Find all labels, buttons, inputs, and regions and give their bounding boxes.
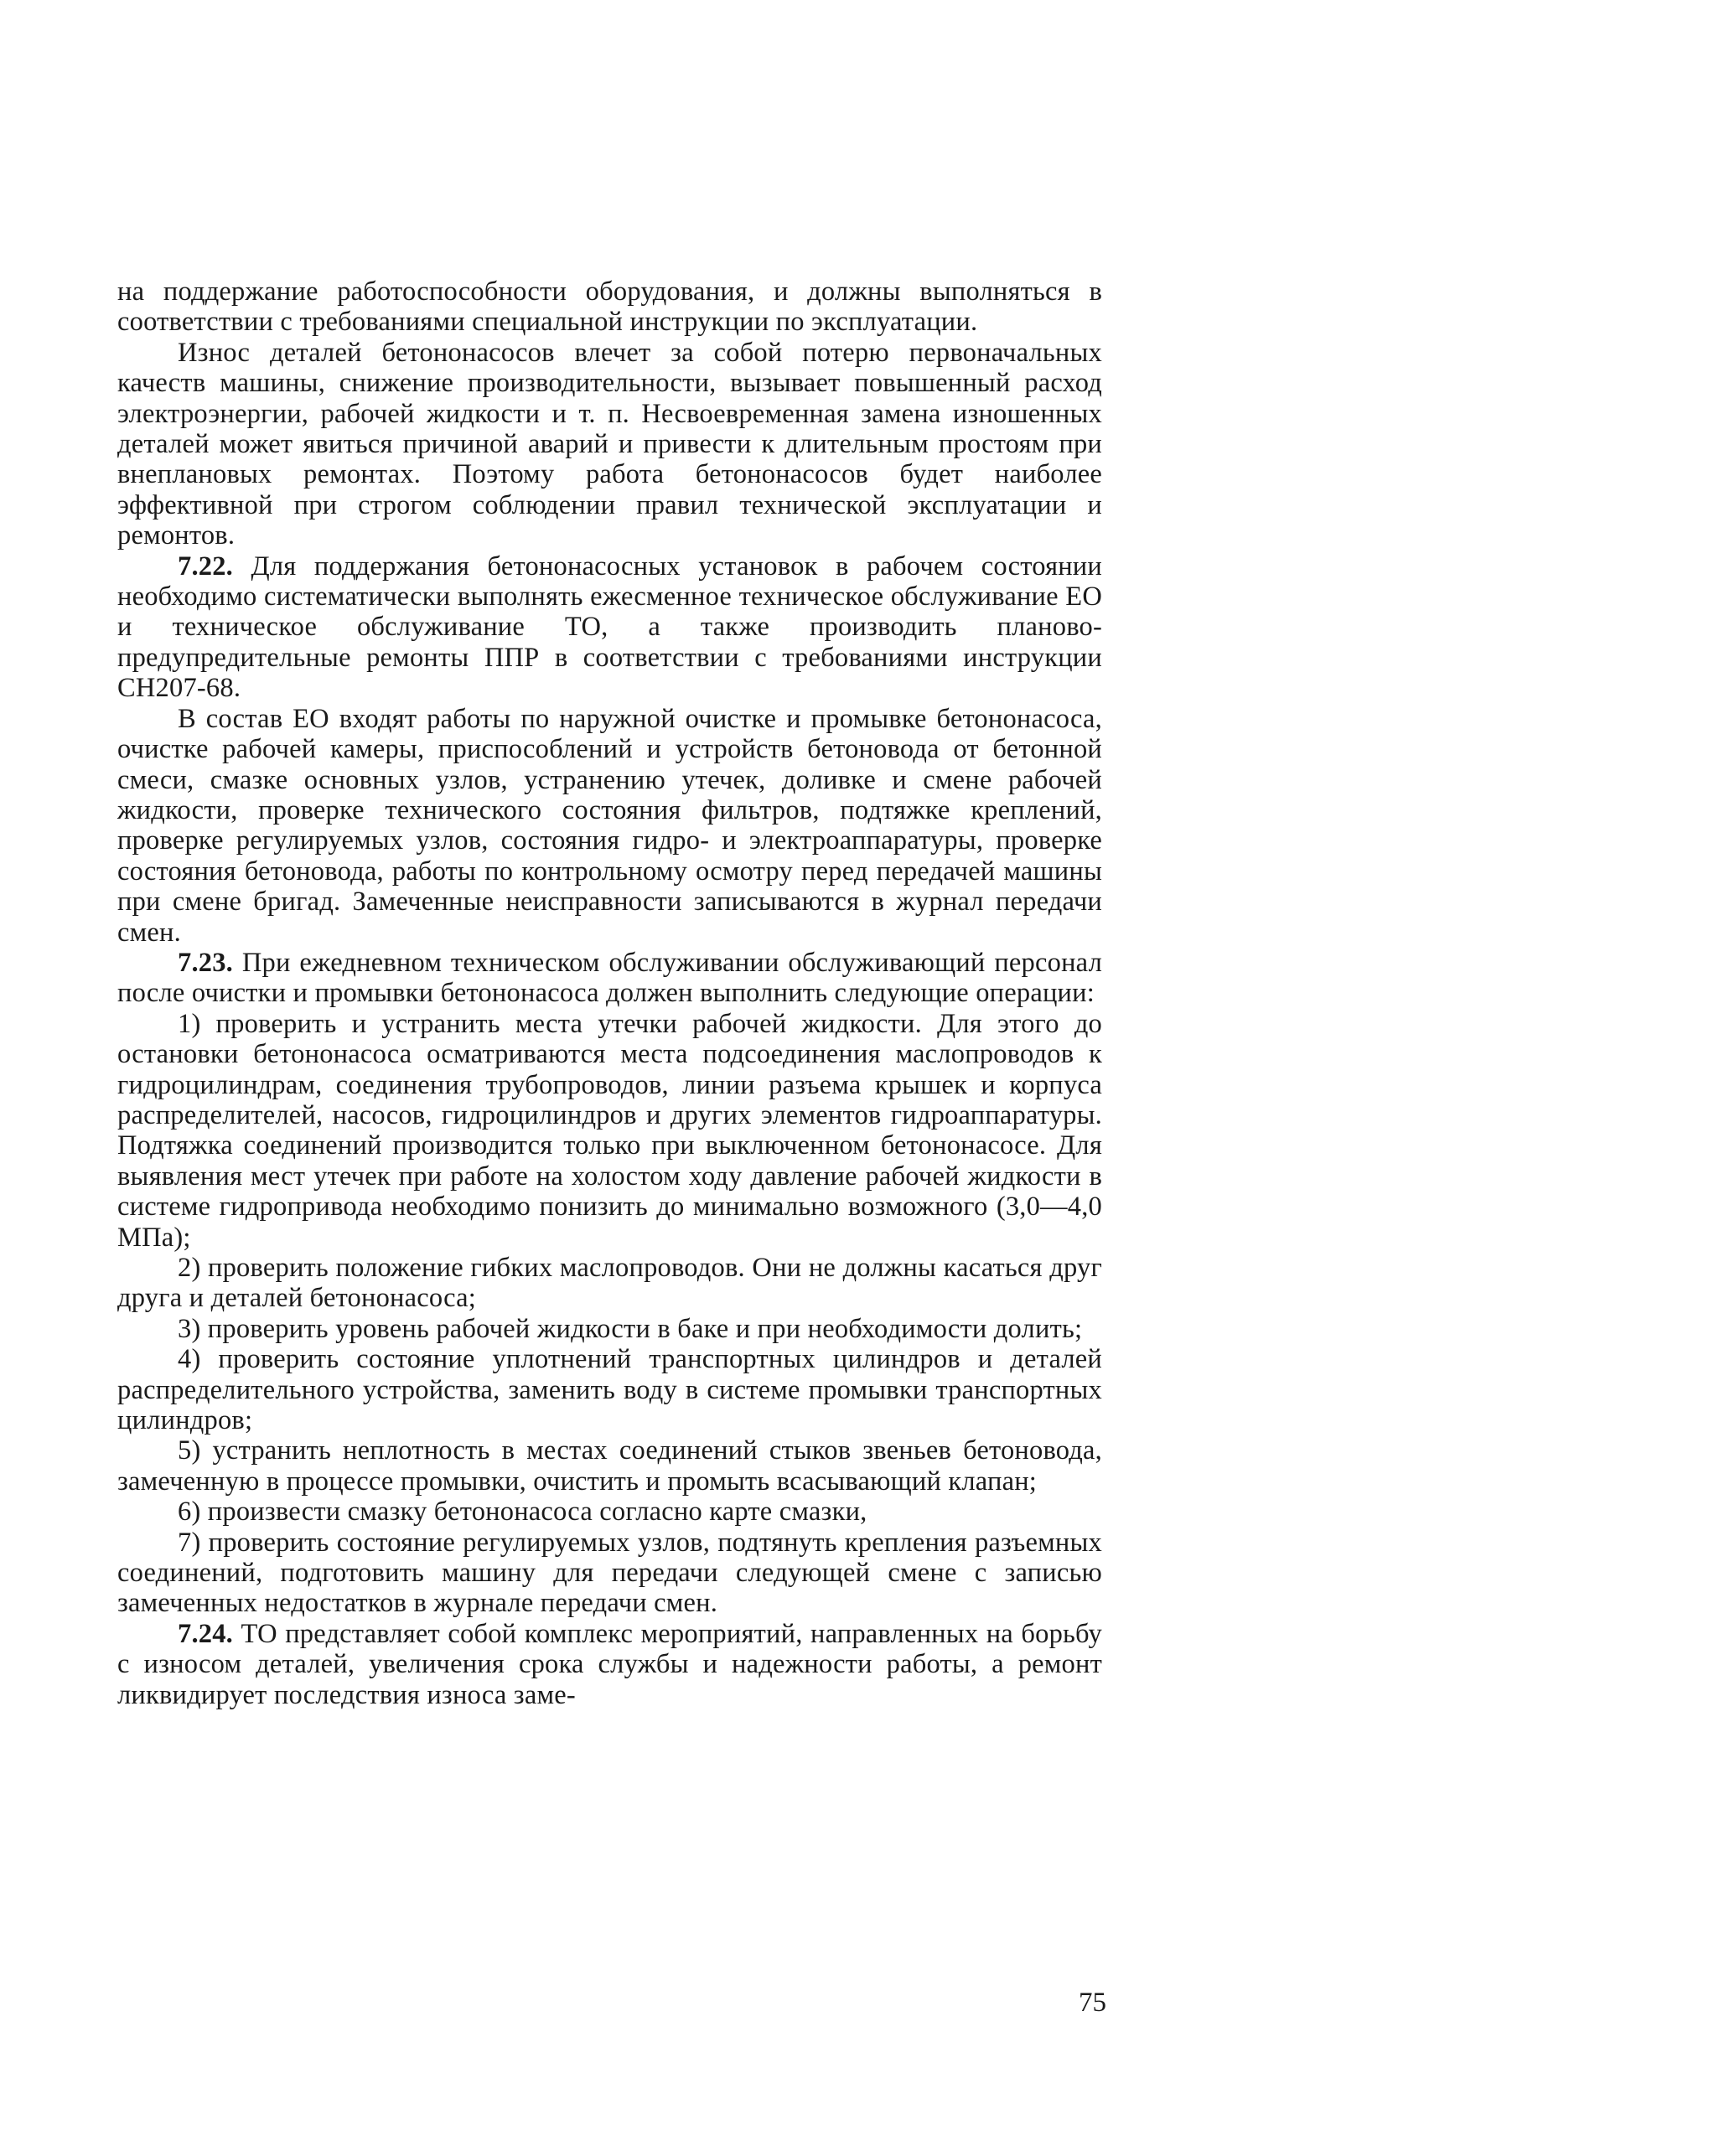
list-item-text: 4) проверить состояние уплотнений транспортных цилиндров и деталей распределительного устройства, заменить воду в системе промывки транспортных цилиндров;	[117, 1344, 1102, 1436]
paragraph-7-22	[117, 551, 1102, 704]
paragraph-7-23	[117, 948, 1102, 1009]
paragraph-text: Для поддержания бетононасосных установок в рабочем состоянии необходимо систематически выполнять ежесменное техническое обслуживание ЕО и техническое обслуживание ТО, а также производить планово-предупредительные ремонты ППР в соответствии с требованиями инструкции СН207-68.	[117, 551, 1102, 704]
paragraph-7-24	[117, 1619, 1102, 1710]
paragraph-text: Износ деталей бетононасосов влечет за собой потерю первоначальных качеств машины, снижение производительности, вызывает повышенный расход электроэнергии, рабочей жидкости и т. п. Несвоевременная замена изношенных деталей может явиться причиной аварий и привести к длительным простоям при внеплановых ремонтах. Поэтому работа бетононасосов будет наиболее эффективной при строгом соблюдении правил технической эксплуатации и ремонтов.	[117, 337, 1102, 551]
list-item-text: 6) произвести смазку бетононасоса согласно карте смазки,	[178, 1497, 867, 1528]
clause-number: 7.24.	[178, 1618, 233, 1649]
paragraph-text: При ежедневном техническом обслуживании обслуживающий персонал после очистки и промывки бетононасоса должен выполнить следующие операции:	[117, 947, 1102, 1009]
list-item-1	[117, 1009, 1102, 1253]
list-item-text: 7) проверить состояние регулируемых узлов, подтянуть крепления разъемных соединений, подготовить машину для передачи следующей смене с записью замеченных недостатков в журнале передачи смен.	[117, 1527, 1102, 1619]
list-item-2	[117, 1253, 1102, 1314]
list-item-7	[117, 1528, 1102, 1619]
list-item-3	[117, 1314, 1102, 1344]
list-item-text: 2) проверить положение гибких маслопроводов. Они не должны касаться друг друга и деталей бетононасоса;	[117, 1253, 1102, 1314]
paragraph-text: ТО представляет собой комплекс мероприятий, направленных на борьбу с износом деталей, увеличения срока службы и надежности работы, а ремонт ликвидирует последствия износа заме-	[117, 1618, 1102, 1710]
list-item-6	[117, 1497, 1102, 1527]
list-item-5	[117, 1435, 1102, 1497]
list-item-text: 3) проверить уровень рабочей жидкости в баке и при необходимости долить;	[178, 1313, 1083, 1344]
list-item-text: 5) устранить неплотность в местах соединений стыков звеньев бетоновода, замеченную в процессе промывки, очистить и промыть всасывающий клапан;	[117, 1435, 1102, 1497]
page-number: 75	[1079, 1988, 1106, 2018]
clause-number: 7.23.	[178, 947, 233, 978]
paragraph-text: на поддержание работоспособности оборудования, и должны выполняться в соответствии с требованиями специальной инструкции по эксплуатации.	[117, 277, 1102, 338]
body-text	[117, 277, 1102, 1710]
paragraph-continuation	[117, 277, 1102, 338]
list-item-4	[117, 1344, 1102, 1435]
paragraph-text: В состав ЕО входят работы по наружной очистке и промывке бетононасоса, очистке рабочей камеры, приспособлений и устройств бетоновода от бетонной смеси, смазке основных узлов, устранению утечек, доливке и смене рабочей жидкости, проверке технического состояния фильтров, подтяжке креплений, проверке регулируемых узлов, состояния гидро- и электроаппаратуры, проверке состояния бетоновода, работы по контрольному осмотру перед передачей машины при смене бригад. Замеченные неисправности записываются в журнал передачи смен.	[117, 703, 1102, 948]
paragraph-wear	[117, 338, 1102, 551]
paragraph-eo-scope	[117, 704, 1102, 948]
list-item-text: 1) проверить и устранить места утечки рабочей жидкости. Для этого до остановки бетононасоса осматриваются места подсоединения маслопроводов к гидроцилиндрам, соединения трубопроводов, линии разъема крышек и корпуса распределителей, насосов, гидроцилиндров и других элементов гидроаппаратуры. Подтяжка соединений производится только при выключенном бетононасосе. Для выявления мест утечек при работе на холостом ходу давление рабочей жидкости в системе гидропривода необходимо понизить до минимально возможного (3,0—4,0 МПа);	[117, 1008, 1102, 1253]
clause-number: 7.22.	[178, 551, 233, 582]
